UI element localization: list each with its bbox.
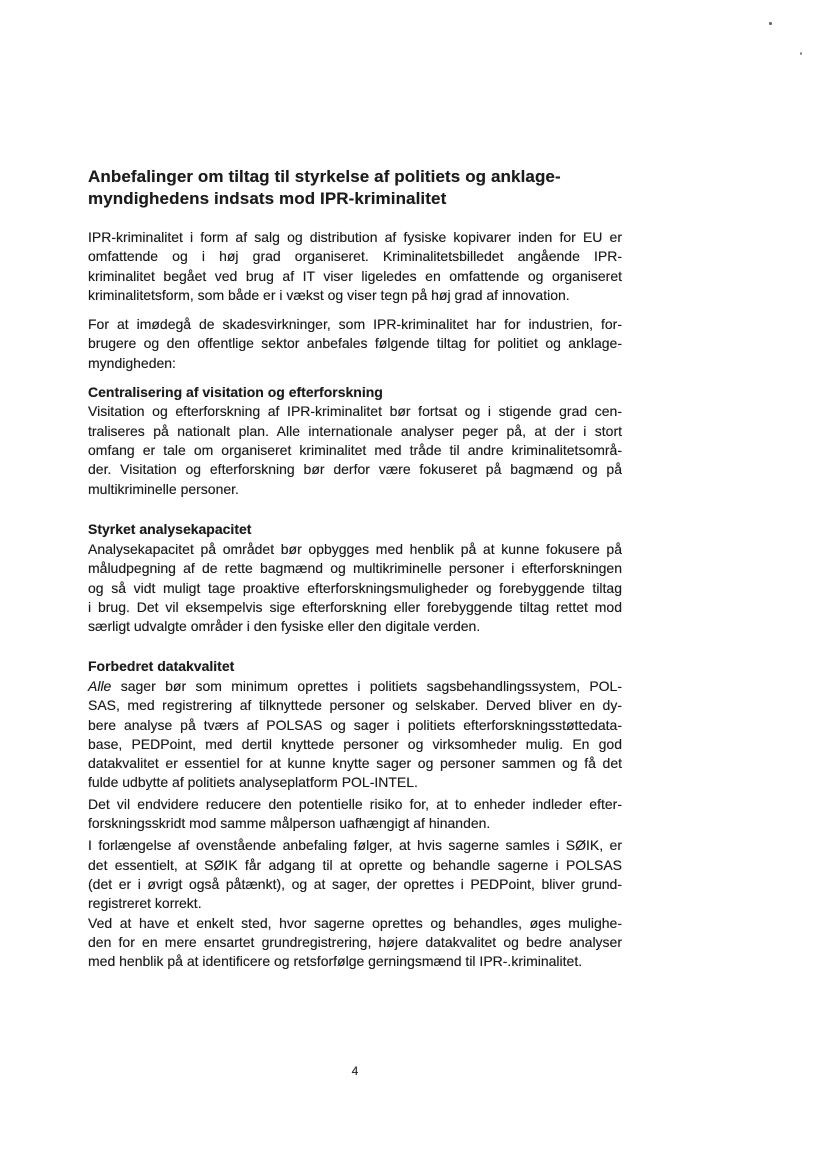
text-line: fulde udbytte af politiets analyseplatform POL-INTEL.: [88, 774, 418, 791]
text-line: måludpegning af de rette bagmænd og multikriminelle personer i efterforskningen: [88, 560, 622, 577]
document-title: [88, 166, 622, 209]
text-line: kriminalitetsform, som både er i vækst og viser tegn på høj grad af innovation.: [88, 286, 570, 303]
text-line: Centralisering af visitation og efterforskning: [88, 384, 383, 401]
text-line: SAS, med registrering af tilknyttede personer og selskaber. Derved bliver en dy-: [88, 697, 622, 714]
text-line: Visitation og efterforskning af IPR-kriminalitet bør fortsat og i stigende grad cen-: [88, 403, 622, 420]
section-heading: [88, 657, 622, 676]
text-line: Alle sager bør som minimum oprettes i politiets sagsbehandlingssystem, POL-: [88, 677, 622, 694]
text-line: og så vidt muligt tage proaktive efterforskningsmuligheder og forebyggende tiltag: [88, 579, 622, 596]
text-line: særligt udvalgte områder i den fysiske eller den digitale verden.: [88, 618, 481, 635]
paragraph: [88, 315, 622, 373]
text-line: myndighedens indsats mod IPR-kriminalitet: [88, 188, 447, 208]
paragraph: [88, 228, 622, 305]
section-heading: [88, 520, 622, 539]
paragraph: [88, 402, 622, 498]
section-heading: [88, 383, 622, 402]
text-line: i brug. Det vil eksempelvis sige efterforskning eller forebyggende tiltag rettet mod: [88, 599, 622, 616]
text-line: base, PEDPoint, med dertil knyttede personer og virksomheder mulig. En god: [88, 735, 622, 752]
text-line: Anbefalinger om tiltag til styrkelse af politiets og anklage-: [88, 167, 561, 186]
text-line: med henblik på at identificere og retsforfølge gerningsmænd til IPR-.kriminalitet.: [88, 953, 583, 970]
text-line: For at imødegå de skadesvirkninger, som IPR-kriminalitet har for industrien, for-: [88, 316, 622, 333]
text-line: Analysekapacitet på området bør opbygges med henblik på at kunne fokusere på: [88, 541, 622, 558]
text-line: I forlængelse af ovenstående anbefaling følger, at hvis sagerne samles i SØIK, er: [88, 837, 622, 854]
text-line: den for en mere ensartet grundregistrering, højere datakvalitet og bedre analyser: [88, 933, 622, 950]
scan-speck: [769, 22, 772, 25]
paragraph: [88, 677, 622, 793]
text-line: det essentielt, at SØIK får adgang til at oprette og behandle sagerne i POLSAS: [88, 856, 622, 873]
paragraph: [88, 540, 622, 636]
scan-speck: [800, 52, 802, 55]
paragraph: [88, 836, 622, 913]
text-line: myndigheden:: [88, 354, 176, 371]
page-number: 4: [351, 1064, 359, 1078]
text-line: IPR-kriminalitet i form af salg og distribution af fysiske kopivarer inden for EU er: [88, 229, 622, 245]
text-line: bere analyse på tværs af POLSAS og sager i politiets efterforskningsstøttedata-: [88, 716, 622, 733]
text-line: Forbedret datakvalitet: [88, 657, 235, 674]
text-line: kriminalitet begået ved brug af IT viser ligeledes en omfattende og organiseret: [88, 267, 622, 284]
text-line: brugere og den offentlige sektor anbefales følgende tiltag for politiet og anklage-: [88, 335, 622, 352]
text-line: der. Visitation og efterforskning bør derfor være fokuseret på bagmænd og på: [88, 461, 622, 478]
text-line: Ved at have et enkelt sted, hvor sagerne oprettes og behandles, øges mulighe-: [88, 914, 622, 931]
text-line: multikriminelle personer.: [88, 480, 239, 497]
text-line: Det vil endvidere reducere den potentielle risiko for, at to enheder indleder efter-: [88, 795, 622, 812]
paragraph: [88, 795, 622, 834]
text-line: (det er i øvrigt også påtænkt), og at sager, der oprettes i PEDPoint, bliver grund-: [88, 875, 622, 892]
document-content: [88, 166, 622, 971]
text-line: omfang er tale om organiseret kriminalitet med tråde til andre kriminalitetsområ-: [88, 441, 622, 458]
text-line: datakvalitet er essentiel for at kunne knytte sager og personer sammen og få det: [88, 755, 622, 772]
paragraph: [88, 914, 622, 972]
text-line: registreret korrekt.: [88, 895, 202, 912]
text-line: forskningsskridt mod samme målperson uafhængigt af hinanden.: [88, 815, 491, 832]
text-line: Styrket analysekapacitet: [88, 520, 252, 537]
text-line: omfattende og i høj grad organiseret. Kriminalitetsbilledet angående IPR-: [88, 248, 622, 265]
text-line: traliseres på nationalt plan. Alle internationale analyser peger på, at der i stort: [88, 422, 622, 439]
